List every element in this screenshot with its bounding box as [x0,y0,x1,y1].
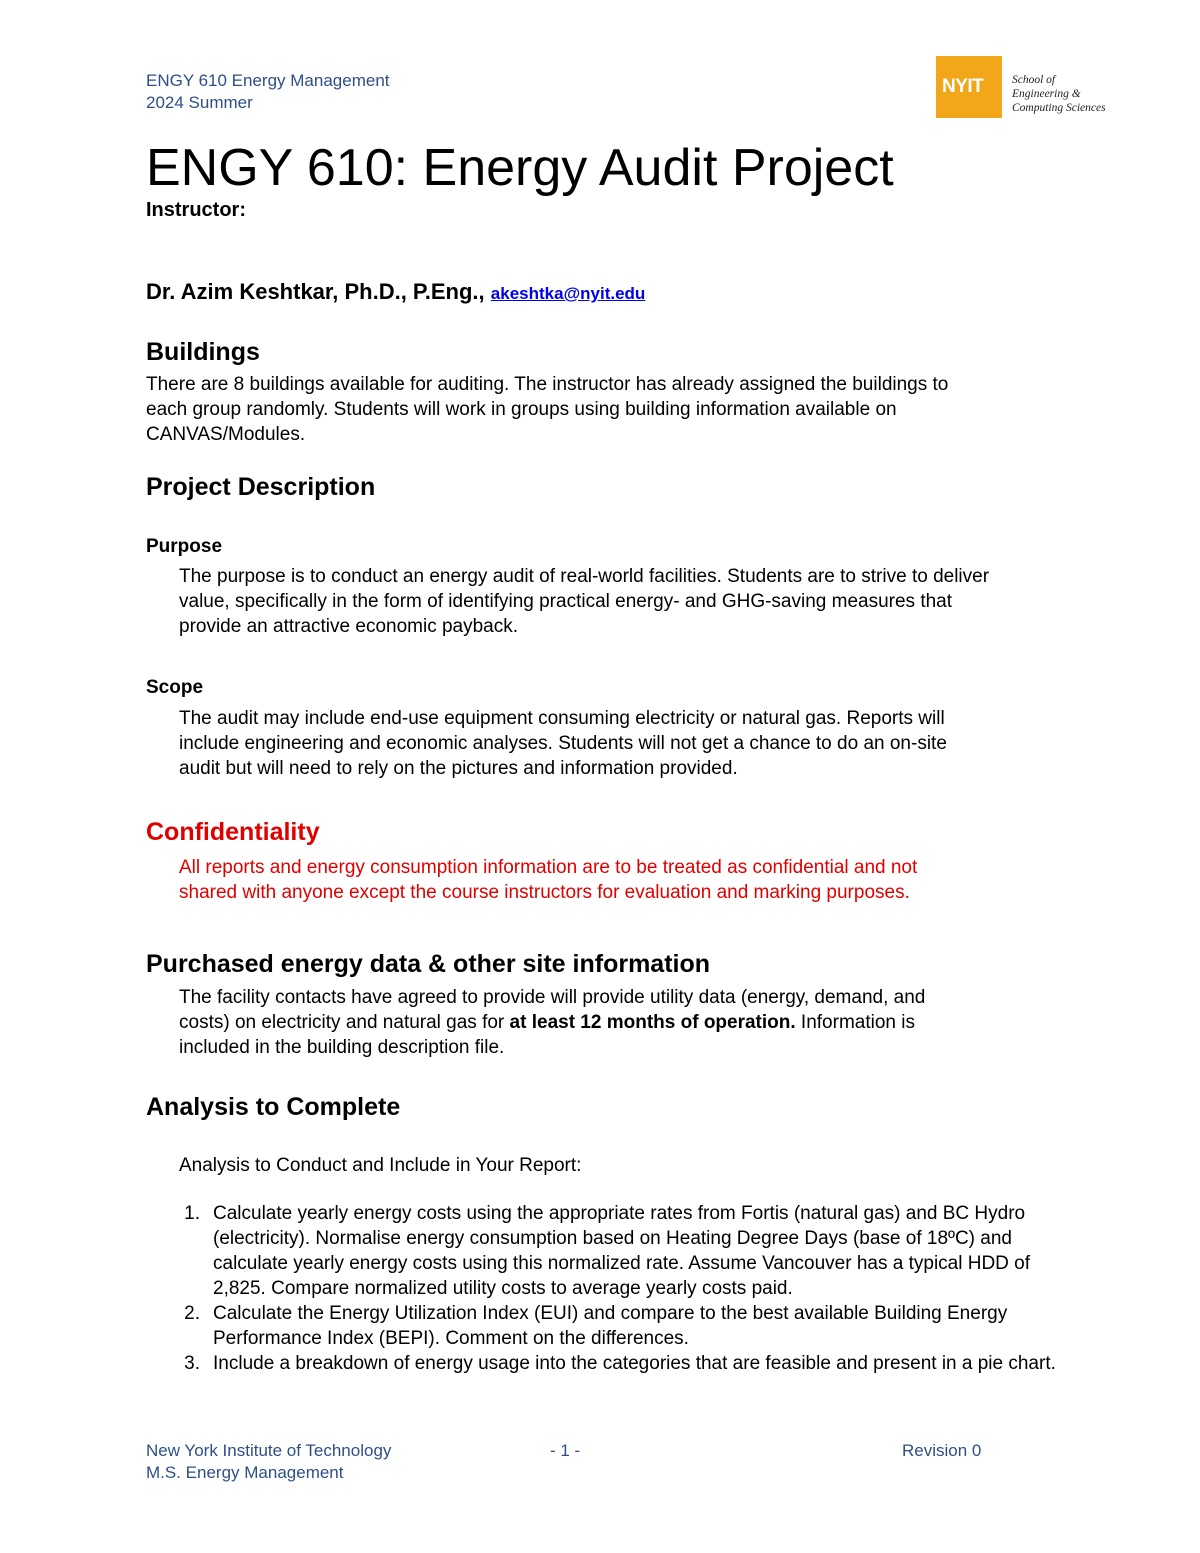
revision-label: Revision 0 [902,1441,982,1460]
buildings-heading: Buildings [146,338,260,366]
buildings-paragraph [146,372,948,447]
project-description-heading: Project Description [146,473,376,501]
confidentiality-line: All reports and energy consumption information are to be treated as confidential and not [179,857,918,878]
running-header [146,70,390,114]
purpose-line: provide an attractive economic payback. [179,616,519,637]
purchased-text: costs) on electricity and natural gas for [179,1012,510,1033]
buildings-line: each group randomly. Students will work in groups using building information available on [146,399,897,420]
instructor-label: Instructor: [146,199,246,221]
logo-mark-text: NYIT [942,76,984,97]
logo-school-name [1012,73,1106,115]
purpose-heading: Purpose [146,536,223,557]
scope-line: include engineering and economic analyses. Students will not get a chance to do an on-site [179,733,947,754]
purchased-text: Information is [795,1012,915,1033]
buildings-line: There are 8 buildings available for auditing. The instructor has already assigned the buildings to [146,374,949,395]
list-item [146,1201,1086,1301]
instructor-line [146,279,645,307]
list-item-text: Calculate yearly energy costs using the appropriate rates from Fortis (natural gas) and BC Hydro (electricity). Normalise energy consumption based on Heating Degree Days (base of 18ºC) and calculate yearly energy costs using this normalized rate. Assume Vancouver has a typical HDD of 2,825. Compare normalized utility costs to average yearly costs paid. [213,1203,1031,1299]
list-item-number: 1. [184,1203,200,1224]
instructor-email-link[interactable]: akeshtka@nyit.edu [490,284,646,303]
purchased-emphasis: at least 12 months of operation. [509,1012,796,1033]
instructor-name: Dr. Azim Keshtkar, Ph.D., P.Eng., [146,279,485,304]
list-item [146,1351,1086,1376]
scope-heading: Scope [146,677,204,698]
list-item-number: 2. [184,1303,200,1324]
purchased-line: The facility contacts have agreed to provide will provide utility data (energy, demand, and [179,987,926,1008]
logo-line-3: Computing Sciences [1012,102,1106,114]
footer-institution [146,1440,391,1484]
confidentiality-paragraph [179,855,917,905]
analysis-intro: Analysis to Conduct and Include in Your Report: [179,1155,582,1176]
term-line: 2024 Summer [146,93,253,112]
nyit-logo [936,56,1116,118]
footer-institution-name: New York Institute of Technology [146,1441,392,1460]
scope-line: audit but will need to rely on the pictures and information provided. [179,758,738,779]
scope-line: The audit may include end-use equipment consuming electricity or natural gas. Reports will [179,708,945,729]
list-item-text: Include a breakdown of energy usage into the categories that are feasible and present in a pie chart. [213,1353,1056,1374]
purchased-energy-paragraph [179,985,925,1060]
purpose-line: The purpose is to conduct an energy audit of real-world facilities. Students are to strive to deliver [179,566,990,587]
confidentiality-heading: Confidentiality [146,818,320,846]
course-line: ENGY 610 Energy Management [146,71,390,90]
purchased-line [179,1010,925,1035]
buildings-line: CANVAS/Modules. [146,424,306,445]
purpose-paragraph [179,564,989,639]
page-number: - 1 - [550,1441,581,1460]
analysis-list [146,1201,1086,1376]
logo-line-1: School of [1012,74,1056,86]
document-title: ENGY 610: Energy Audit Project [146,139,894,197]
confidentiality-line: shared with anyone except the course instructors for evaluation and marking purposes. [179,882,910,903]
purchased-energy-heading: Purchased energy data & other site information [146,950,711,978]
list-item [146,1301,1086,1351]
nyit-logo-mark [936,56,1002,118]
analysis-heading: Analysis to Complete [146,1093,401,1121]
logo-line-2: Engineering & [1012,88,1081,100]
purpose-line: value, specifically in the form of identifying practical energy- and GHG-saving measures that [179,591,953,612]
footer-program-name: M.S. Energy Management [146,1463,344,1482]
list-item-text: Calculate the Energy Utilization Index (EUI) and compare to the best available Building Energy Performance Index (BEPI). Comment on the differences. [213,1303,1008,1349]
scope-paragraph [179,706,947,781]
purchased-line: included in the building description file. [179,1037,505,1058]
list-item-number: 3. [184,1353,200,1374]
